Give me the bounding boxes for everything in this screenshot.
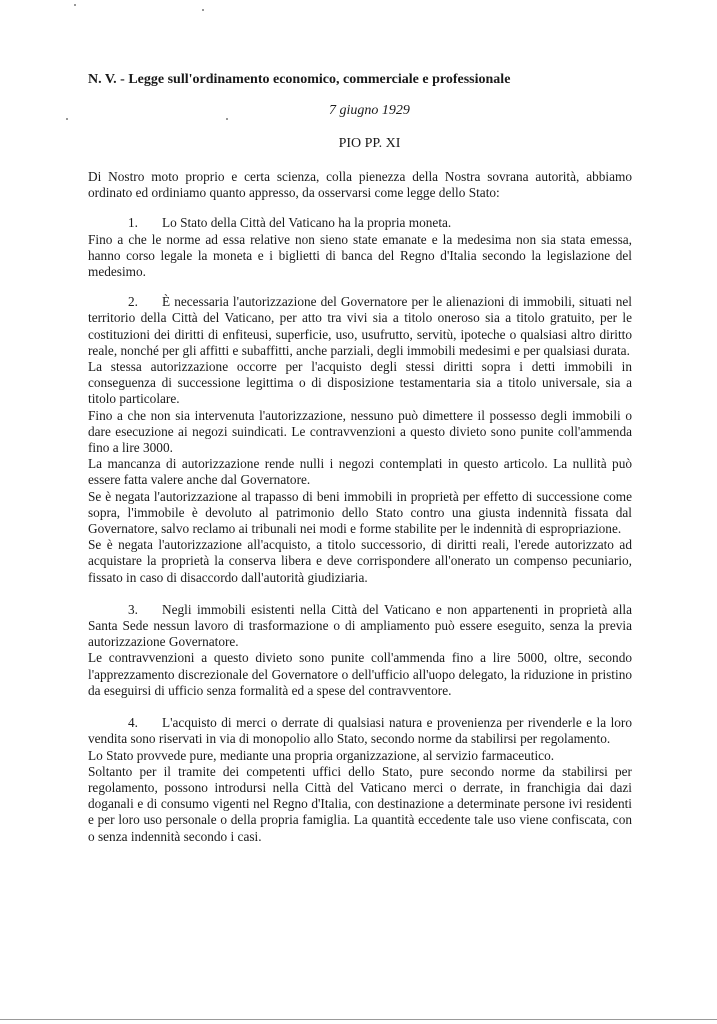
document-body — [88, 169, 632, 845]
article-text: È necessaria l'autorizzazione del Governatore per le alienazioni di immobili, situati nel territorio della Città del Vaticano, per atto tra vivi sia a titolo oneroso sia a titolo gratuito, per le costituzioni dei diritti di enfiteusi, superficie, uso, usufrutto, servitù, ipoteche o qualsiasi altro diritto reale, nonché per gli affitti e subaffitti, anche parziali, degli immobili medesimi e per qualsiasi durata. — [88, 294, 632, 358]
article-first-paragraph — [88, 294, 632, 359]
document-date: 7 giugno 1929 — [329, 103, 410, 118]
article-text: Lo Stato della Città del Vaticano ha la propria moneta. — [162, 215, 452, 231]
article-first-paragraph — [88, 215, 632, 231]
document-title: N. V. - Legge sull'ordinamento economico, commerciale e professionale — [88, 72, 511, 87]
article-1 — [88, 215, 632, 280]
article-paragraph: Se è negata l'autorizzazione al trapasso di beni immobili in proprietà per effetto di successione come sopra, l'immobile è devoluto al patrimonio dello Stato contro una giusta indennità fissata dal Governatore, salvo reclamo ai tribunali nei modi e forme stabilite per le indennità di espropriazione. — [88, 488, 632, 537]
article-text: L'acquisto di merci o derrate di qualsiasi natura e provenienza per rivenderle e la loro vendita sono riservati in via di monopolio allo Stato, secondo norme da stabilirsi per regolamento. — [88, 715, 632, 747]
article-number: 1. — [128, 215, 138, 231]
article-3 — [88, 602, 632, 699]
document-author: PIO PP. XI — [338, 136, 401, 151]
article-number: 4. — [128, 715, 138, 731]
article-paragraph: Soltanto per il tramite dei competenti uffici dello Stato, pure secondo norme da stabilirsi per regolamento, possono introdursi nella Città del Vaticano merci o derrate, in franchigia dai dazi doganali e di consumo vigenti nel Regno d'Italia, con destinazione a determinate persone ivi residenti e per loro uso personale o della propria famiglia. La quantità eccedente tale uso viene confiscata, con o senza indennità secondo i casi. — [88, 763, 632, 844]
article-text: Negli immobili esistenti nella Città del Vaticano e non appartenenti in proprietà alla Santa Sede nessun lavoro di trasformazione o di ampliamento può essere eseguito, senza la previa autorizzazione Governatore. — [88, 601, 632, 650]
article-first-paragraph — [88, 715, 632, 747]
article-4 — [88, 715, 632, 845]
article-number: 3. — [128, 601, 138, 617]
intro-paragraph: Di Nostro moto proprio e certa scienza, colla pienezza della Nostra sovrana autorità, abbiamo ordinato ed ordiniamo quanto appresso, da osservarsi come legge dello Stato: — [88, 169, 632, 201]
scan-speck — [202, 9, 204, 11]
article-paragraph: La mancanza di autorizzazione rende nulli i negozi contemplati in questo articolo. La nullità può essere fatta valere anche dal Governatore. — [88, 456, 632, 488]
article-2 — [88, 294, 632, 586]
article-first-paragraph — [88, 602, 632, 651]
article-paragraph: Fino a che non sia intervenuta l'autorizzazione, nessuno può dimettere il possesso degli immobili o dare esecuzione ai negozi suindicati. Le contravvenzioni a questo divieto sono punite coll'ammenda fino a lire 3000. — [88, 407, 632, 456]
article-paragraph: Fino a che le norme ad essa relative non sieno state emanate e la medesima non sia stata emessa, hanno corso legale la moneta e i biglietti di banca del Regno d'Italia secondo la legislazione del medesimo. — [88, 231, 632, 280]
article-paragraph: La stessa autorizzazione occorre per l'acquisto degli stessi diritti sopra i detti immobili in conseguenza di successione legittima o di disposizione testamentaria sia a titolo universale, sia a titolo particolare. — [88, 359, 632, 407]
article-paragraph: Se è negata l'autorizzazione all'acquisto, a titolo successorio, di diritti reali, l'erede autorizzato ad acquistare la proprietà la conserva libera e deve corrispondere all'onerato un compenso pecuniario, fissato in caso di disaccordo dall'autorità giudiziaria. — [88, 537, 632, 585]
article-paragraph: Le contravvenzioni a questo divieto sono punite coll'ammenda fino a lire 5000, oltre, secondo l'apprezzamento discrezionale del Governatore o dell'ufficio all'uopo delegato, la riduzione in pristino da eseguirsi di ufficio senza formalità ed a spese del contravventore. — [88, 650, 632, 698]
article-number: 2. — [128, 294, 138, 310]
scan-speck — [74, 4, 76, 6]
page-bottom-edge — [0, 1019, 717, 1021]
article-paragraph: Lo Stato provvede pure, mediante una propria organizzazione, al servizio farmaceutico. — [88, 747, 555, 763]
